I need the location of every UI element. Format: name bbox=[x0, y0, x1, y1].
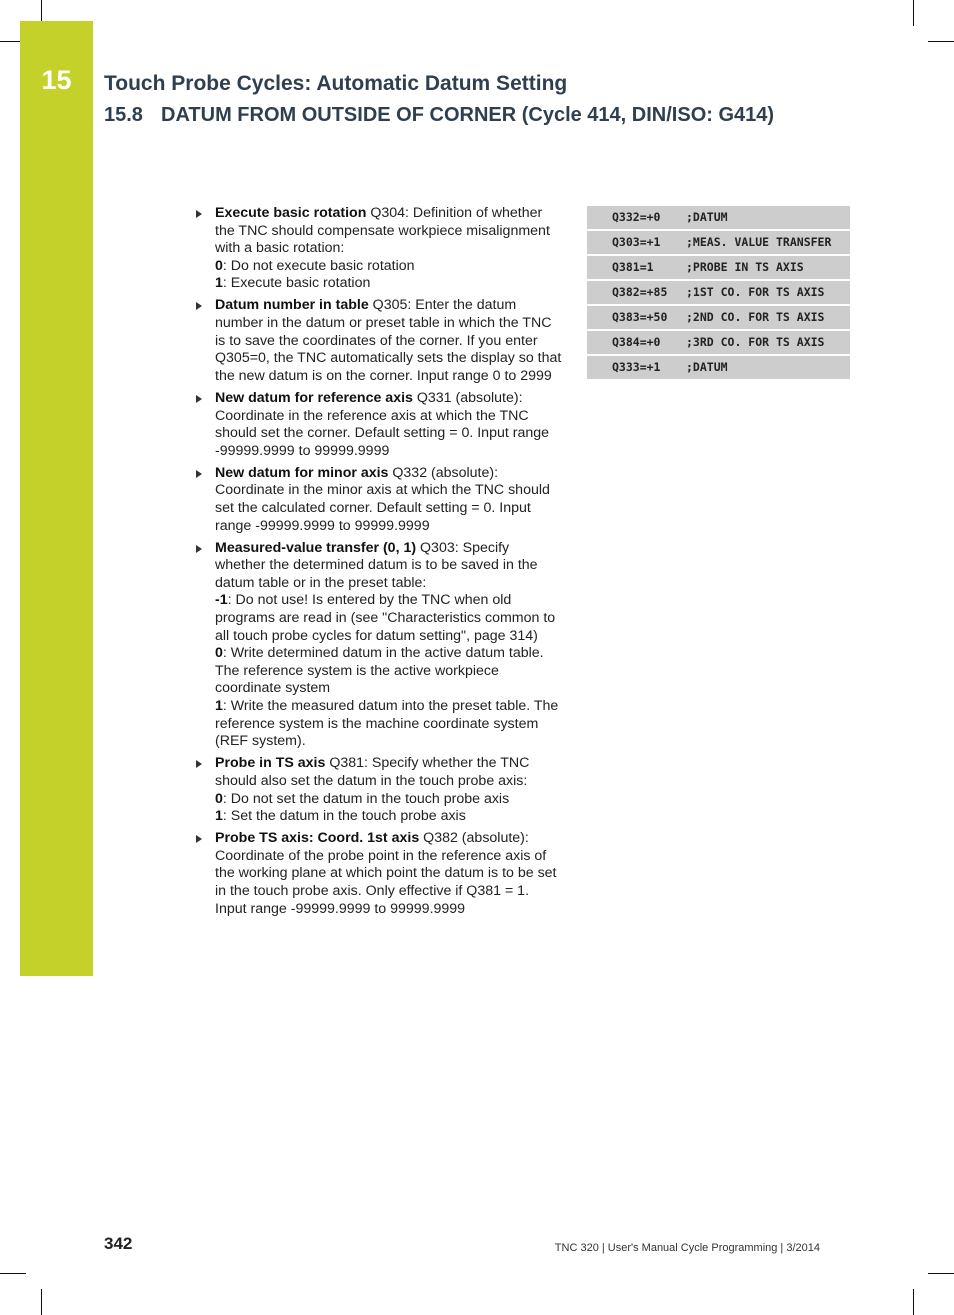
parameter-item bbox=[193, 755, 563, 825]
parameter-text: Q381: Specify whether the TNC should also set the datum in the touch probe axis: bbox=[215, 755, 530, 789]
parameter-item bbox=[193, 830, 563, 918]
parameter-term: New datum for minor axis bbox=[215, 464, 389, 481]
parameter-option bbox=[215, 791, 563, 809]
parameter-description bbox=[215, 205, 563, 258]
parameter-term: Measured-value transfer (0, 1) bbox=[215, 539, 417, 556]
option-text: : Write the measured datum into the preset table. The reference system is the machine coordinate system (REF system). bbox=[215, 698, 559, 750]
parameter-list bbox=[193, 205, 563, 923]
option-key: -1 bbox=[215, 592, 228, 609]
parameter-term: New datum for reference axis bbox=[215, 389, 413, 406]
table-row bbox=[587, 255, 850, 280]
nc-code: Q333=+1 bbox=[587, 355, 686, 380]
parameter-description bbox=[215, 390, 563, 460]
option-text: : Execute basic rotation bbox=[222, 275, 371, 292]
crop-mark bbox=[913, 0, 914, 26]
parameter-description bbox=[215, 830, 563, 918]
parameter-term: Execute basic rotation bbox=[215, 205, 367, 221]
nc-program-table bbox=[587, 206, 850, 381]
parameter-text: Q305: Enter the datum number in the datum or preset table in which the TNC is to save the coordinates of the corner. If you enter Q305=0, the TNC automatically sets the display so that the new datum is on the corner. Input range 0 to 2999 bbox=[215, 297, 562, 384]
crop-mark bbox=[0, 1273, 26, 1274]
nc-code: Q303=+1 bbox=[587, 230, 686, 255]
crop-mark bbox=[41, 1289, 42, 1315]
crop-mark bbox=[913, 1289, 914, 1315]
option-text: : Set the datum in the touch probe axis bbox=[222, 808, 466, 825]
parameter-description bbox=[215, 465, 563, 535]
nc-code: Q332=+0 bbox=[587, 206, 686, 230]
section-heading: DATUM FROM OUTSIDE OF CORNER (Cycle 414, DIN/ISO: G414) bbox=[161, 104, 775, 126]
nc-comment: ;2ND CO. FOR TS AXIS bbox=[686, 305, 850, 330]
parameter-option bbox=[215, 258, 563, 276]
parameter-option bbox=[215, 645, 563, 698]
parameter-option bbox=[215, 808, 563, 826]
bullet-arrow-icon bbox=[196, 545, 202, 553]
parameter-item bbox=[193, 390, 563, 460]
option-text: : Do not set the datum in the touch probe axis bbox=[222, 790, 510, 807]
parameter-item bbox=[193, 540, 563, 751]
parameter-description bbox=[215, 297, 563, 385]
parameter-option bbox=[215, 698, 563, 751]
parameter-term: Datum number in table bbox=[215, 297, 369, 314]
option-key: 1 bbox=[215, 808, 223, 825]
table-row bbox=[587, 305, 850, 330]
nc-comment: ;3RD CO. FOR TS AXIS bbox=[686, 330, 850, 355]
table-row bbox=[587, 355, 850, 380]
chapter-sidebar bbox=[20, 21, 93, 976]
table-row bbox=[587, 280, 850, 305]
option-text: : Do not execute basic rotation bbox=[222, 257, 415, 274]
parameter-item bbox=[193, 465, 563, 535]
parameter-item bbox=[193, 297, 563, 385]
chapter-number: 15 bbox=[41, 65, 72, 95]
bullet-arrow-icon bbox=[196, 835, 202, 843]
parameter-text: Q331 (absolute): Coordinate in the reference axis at which the TNC should set the corner. Default setting = 0. Input range -99999.9999 to 99999.9999 bbox=[215, 389, 550, 459]
option-key: 0 bbox=[215, 790, 223, 807]
nc-comment: ;DATUM bbox=[686, 355, 850, 380]
table-row bbox=[587, 330, 850, 355]
parameter-text: Q303: Specify whether the determined datum is to be saved in the datum table or in the preset table: bbox=[215, 539, 538, 591]
nc-comment: ;DATUM bbox=[686, 206, 850, 230]
parameter-text: Q332 (absolute): Coordinate in the minor axis at which the TNC should set the calculated corner. Default setting = 0. Input range -99999.9999 to 99999.9999 bbox=[215, 464, 550, 534]
nc-code: Q383=+50 bbox=[587, 305, 686, 330]
crop-mark bbox=[928, 41, 954, 42]
parameter-term: Probe in TS axis bbox=[215, 755, 326, 772]
option-key: 1 bbox=[215, 275, 223, 292]
chapter-title: Touch Probe Cycles: Automatic Datum Setting bbox=[104, 72, 568, 95]
option-key: 0 bbox=[215, 257, 223, 274]
page-number: 342 bbox=[104, 1234, 133, 1253]
table-row bbox=[587, 206, 850, 230]
section-number: 15.8 bbox=[104, 104, 143, 126]
section-title bbox=[104, 104, 774, 127]
parameter-option bbox=[215, 592, 563, 645]
parameter-option bbox=[215, 275, 563, 293]
crop-mark bbox=[928, 1273, 954, 1274]
bullet-arrow-icon bbox=[196, 395, 202, 403]
parameter-description bbox=[215, 540, 563, 593]
option-key: 0 bbox=[215, 645, 223, 662]
nc-code: Q382=+85 bbox=[587, 280, 686, 305]
nc-comment: ;1ST CO. FOR TS AXIS bbox=[686, 280, 850, 305]
parameter-text: Q304: Definition of whether the TNC should compensate workpiece misalignment with a basic rotation: bbox=[215, 205, 550, 257]
option-text: : Write determined datum in the active datum table. The reference system is the active workpiece coordinate system bbox=[215, 645, 544, 697]
parameter-description bbox=[215, 755, 563, 790]
footer-text: TNC 320 | User's Manual Cycle Programming | 3/2014 bbox=[554, 1242, 820, 1254]
parameter-text: Q382 (absolute): Coordinate of the probe point in the reference axis of the working plane at which point the datum is to be set in the touch probe axis. Only effective if Q381 = 1. Input range -99999.9999 to 99999.9999 bbox=[215, 830, 557, 917]
bullet-arrow-icon bbox=[196, 302, 202, 310]
option-text: : Do not use! Is entered by the TNC when old programs are read in (see "Characteristics common to all touch probe cycles for datum setting", page 314) bbox=[215, 592, 556, 644]
bullet-arrow-icon bbox=[196, 210, 202, 218]
option-key: 1 bbox=[215, 698, 223, 715]
table-row bbox=[587, 230, 850, 255]
nc-code: Q381=1 bbox=[587, 255, 686, 280]
parameter-term: Probe TS axis: Coord. 1st axis bbox=[215, 830, 420, 847]
bullet-arrow-icon bbox=[196, 760, 202, 768]
nc-code: Q384=+0 bbox=[587, 330, 686, 355]
nc-comment: ;PROBE IN TS AXIS bbox=[686, 255, 850, 280]
bullet-arrow-icon bbox=[196, 470, 202, 478]
nc-comment: ;MEAS. VALUE TRANSFER bbox=[686, 230, 850, 255]
parameter-item bbox=[193, 205, 563, 293]
